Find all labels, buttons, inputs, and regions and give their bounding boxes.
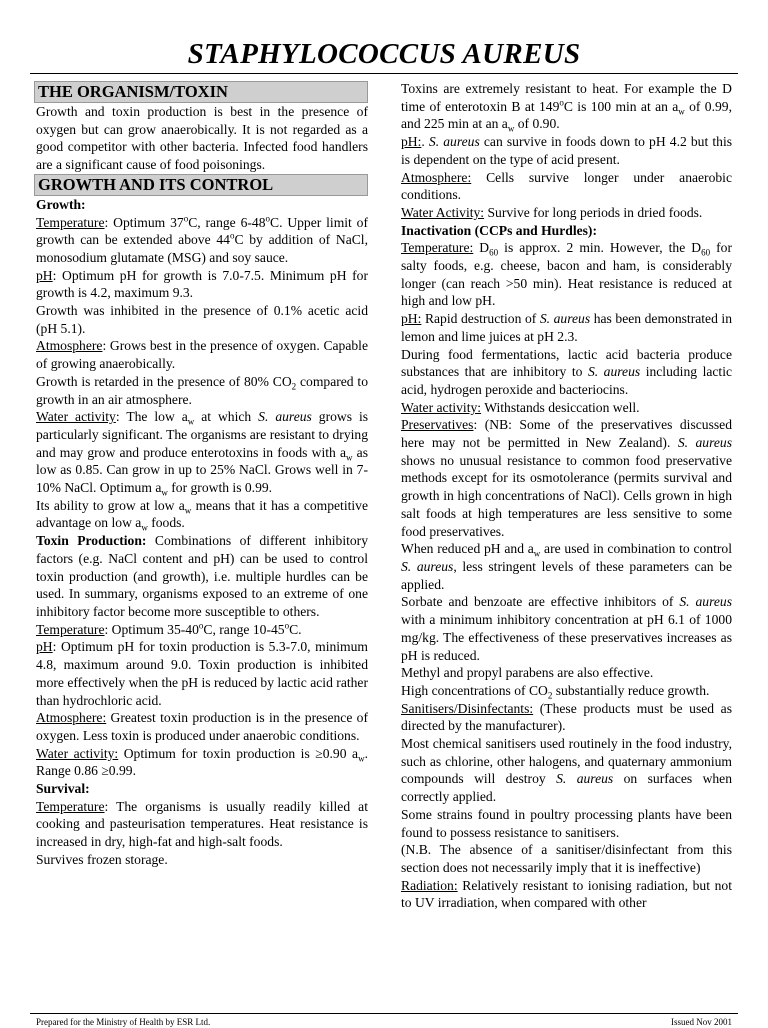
toxin-heat-resistance: Toxins are extremely resistant to heat. For example the D time of enterotoxin B at 149$^o$C is 100 min at an $a_w$ of 0.99, and 225 min at an $a_w$ of 0.90. [401, 81, 732, 135]
growth-water-activity: Water activity: The low $a_w$ at which S. aureus grows is particularly significant. The organisms are resistant to drying and may grow and produce enterotoxins in foods with $a_w$ as low as 0.85. Can grow in up to 25% NaCl. Grows well in 7-10% NaCl. Optimum $a_w$ for growth is 0.99. [36, 409, 369, 498]
page-title: STAPHYLOCOCCUS AUREUS [187, 38, 581, 70]
right-column [401, 80, 732, 912]
growth-ph: pH: Optimum pH for growth is 7.0-7.5. Minimum pH for growth is 4.2, maximum 9.3. [36, 267, 368, 301]
inactivation-parabens: Methyl and propyl parabens are also effective. [401, 665, 654, 681]
survival-atmosphere: Atmosphere: Cells survive longer under anaerobic conditions. [401, 169, 732, 203]
inactivation-radiation: Radiation: Relatively resistant to ionising radiation, but not to UV irradiation, when compared with other [401, 877, 732, 911]
growth-atmosphere: Atmosphere: Grows best in the presence of oxygen. Capable of growing anaerobically. [36, 338, 368, 372]
inactivation-note: (N.B. The absence of a sanitiser/disinfectant from this section does not necessarily imply that it is ineffective) [401, 842, 732, 875]
survival-ph: pH:. S. aureus can survive in foods down to pH 4.2 but this is dependent on the type of acid present. [401, 134, 733, 167]
inactivation-strains: Some strains found in poultry processing plants have been found to possess resistance to sanitisers. [401, 806, 732, 840]
growth-co2: Growth is retarded in the presence of 80% $CO_2$ compared to growth in an air atmosphere. [36, 373, 368, 407]
toxin-production: Toxin Production: Combinations of different inhibitory factors (e.g. NaCl content and pH) can be used to control toxin production (and growth), i.e. multiple hurdles can be used. In summary, organisms exposed to an extreme of one inhibitory factor become more susceptible to others. [36, 533, 368, 619]
inactivation-co2: High concentrations of $CO_2$ substantially reduce growth. [401, 682, 710, 701]
toxin-atmosphere: Atmosphere: Greatest toxin production is in the presence of oxygen. Less toxin is produced under anaerobic conditions. [36, 710, 368, 743]
footer-left: Prepared for the Ministry of Health by ESR Ltd. [36, 1017, 211, 1027]
growth-subheading: Growth: [36, 196, 86, 212]
survival-temperature: Temperature: The organisms is usually readily killed at cooking and pasteurisation temperatures. Heat resistance is increased in dry, high-fat and high-salt foods. [36, 798, 368, 850]
survival-subheading: Survival: [36, 781, 90, 797]
section-heading-growth: GROWTH AND ITS CONTROL [34, 174, 368, 196]
left-column [36, 81, 368, 869]
inactivation-water-activity: Water activity: Withstands desiccation well. [401, 399, 640, 415]
inactivation-subheading: Inactivation (CCPs and Hurdles): [401, 222, 597, 238]
inactivation-preservatives: Preservatives: (NB: Some of the preservatives discussed here may not be permitted in New Zealand). S. aureus shows no unusual resistance to common food preservative methods except for its osmotolerance (permits survival and growth in high concentrations of NaCl). Cells grown in high salt foods at high temperatures are less sensitive to some food preservatives. [401, 417, 732, 539]
toxin-temperature: Temperature: Optimum 35-40$^o$C, range 10-45$^o$C. [36, 620, 302, 637]
title-divider [30, 73, 738, 74]
inactivation-fermentation: During food fermentations, lactic acid bacteria produce substances that are inhibitory to S. aureus including lactic acid, hydrogen peroxide and bacteriocins. [401, 346, 733, 397]
inactivation-chemical-sanitisers: Most chemical sanitisers used routinely in the food industry, such as chlorine, other halogens, and quaternary ammonium compounds will destroy S. aureus on surfaces when correctly applied. [401, 736, 733, 805]
inactivation-ph: pH: Rapid destruction of S. aureus has been demonstrated in lemon and lime juices at pH 2.3. [401, 311, 733, 344]
organism-paragraph: Growth and toxin production is best in the presence of oxygen but can grow anaerobically. It is not regarded as a good competitor with other bacteria. Infected food handlers are a significant cause of food poisonings. [36, 104, 368, 173]
survival-water-activity: Water Activity: Survive for long periods in dried foods. [401, 204, 703, 220]
inactivation-hurdles: When reduced pH and $a_w$ are used in combination to control S. aureus, less stringent levels of these parameters can be applied. [401, 541, 732, 592]
survival-frozen: Survives frozen storage. [36, 851, 168, 867]
footer-right: Issued Nov 2001 [671, 1017, 732, 1027]
growth-temperature: Temperature: Optimum 37$^o$C, range 6-48$^o$C. Upper limit of growth can be extended above 44$^o$C by addition of NaCl, monosodium glutamate (MSG) and soy sauce. [36, 212, 369, 265]
footer-divider [30, 1013, 738, 1014]
growth-competitive: Its ability to grow at low $a_w$ means that it has a competitive advantage on low $a_w$ foods. [36, 497, 368, 534]
toxin-water-activity: Water activity: Optimum for toxin production is ≥0.90 $a_w$. Range 0.86 ≥0.99. [36, 745, 368, 779]
section-heading-organism: THE ORGANISM/TOXIN [34, 81, 368, 103]
toxin-ph: pH: Optimum pH for toxin production is 5.3-7.0, minimum 4.8, maximum around 9.0. Toxin production is inhibited more effectively when the pH is reduced by lactic acid rather than hydrochloric acid. [36, 639, 368, 708]
inactivation-temperature: Temperature: $D_{60}$ is approx. 2 min. However, the $D_{60}$ for salty foods, e.g. cheese, bacon and ham, is considerably longer (can reach >50 min). Heat resistance is reduced at high and low pH. [401, 240, 733, 309]
inactivation-sorbate: Sorbate and benzoate are effective inhibitors of S. aureus with a minimum inhibitory concentration at pH 6.1 of 1000 mg/kg. The effectiveness of these preservatives increases as pH is reduced. [401, 594, 732, 663]
growth-acetic: Growth was inhibited in the presence of 0.1% acetic acid (pH 5.1). [36, 303, 368, 336]
inactivation-sanitisers: Sanitisers/Disinfectants: (These products must be used as directed by the manufacturer). [401, 700, 732, 734]
